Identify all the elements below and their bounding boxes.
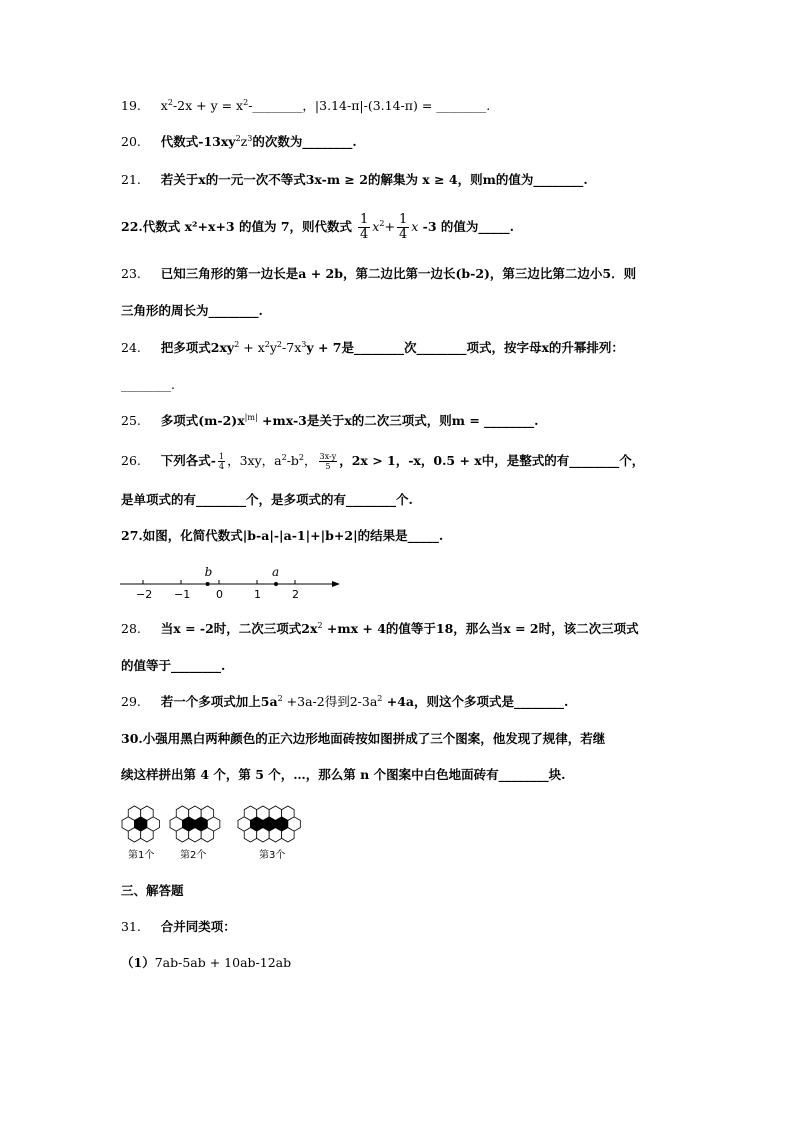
fraction: $\frac{1}{4}$	[360, 212, 369, 242]
hex-pattern-3	[238, 806, 300, 842]
question-19: 19. $x^2-2x + y$ = $x^2-\_\_\_\_\_\_\_\_$，|3.14-π|-(3.14-π) = ________.	[121, 98, 491, 113]
white-hex-tile	[141, 806, 153, 820]
white-hex-tile	[269, 828, 281, 842]
tick-label: 2	[292, 588, 299, 601]
white-hex-tile	[189, 828, 201, 842]
question-24: 24. 把多项式$2xy^2 + x^2y^2-7x^3y + 7$是________次________项式，按字母x的升幂排列：	[121, 340, 624, 355]
fraction: $\frac{3x-y}{5}$	[319, 452, 337, 471]
question-24-line2: ________.	[121, 377, 175, 392]
question-number: 27.	[121, 528, 143, 543]
question-27: 27.如图，化简代数式|b-a|-|a-1|+|b+2|的结果是_____.	[121, 528, 444, 543]
question-number: 28.	[121, 621, 141, 636]
white-hex-tile	[128, 828, 140, 842]
tick-label: 1	[254, 588, 261, 601]
label-a: a	[272, 565, 280, 579]
question-26: 26. 下列各式- $\frac{1}{4}$ ，3xy，$a^2-b^2$， $\frac{3x-y}{5}$ ，2x > 1，-x，0.5 + x中，是整式的有________个，	[121, 452, 645, 471]
question-31: 31. 合并同类项：	[121, 919, 236, 934]
white-hex-tile	[257, 806, 269, 820]
point-b	[206, 582, 210, 586]
tick-label: −1	[174, 588, 191, 601]
question-22: 22.代数式 x²+x+3 的值为 7，则代数式 $\frac{1}{4}$ $x^2+$ $\frac{1}{4}$ x -3 的值为_____.	[121, 212, 514, 242]
white-hex-tile	[201, 828, 213, 842]
question-number: 22.	[121, 219, 143, 234]
point-a	[274, 582, 278, 586]
label-b: b	[204, 565, 213, 579]
question-26-line2: 是单项式的有________个，是多项式的有________个.	[121, 492, 413, 507]
question-31-sub1: （1）7ab-5ab + 10ab-12ab	[121, 955, 292, 970]
pattern-label-1: 第1个	[128, 850, 155, 861]
pattern-label-2: 第2个	[180, 850, 207, 861]
white-hex-tile	[244, 806, 256, 820]
question-number: 25.	[121, 413, 141, 428]
question-30: 30.小强用黑白两种颜色的正六边形地面砖按如图拼成了三个图案，他发现了规律，若继	[121, 731, 606, 746]
question-number: 31.	[121, 919, 141, 934]
white-hex-tile	[128, 806, 140, 820]
question-number: 29.	[121, 694, 141, 709]
white-hex-tile	[257, 828, 269, 842]
question-20: 20. 代数式$-13xy^2z^3$的次数为________.	[121, 134, 357, 149]
white-hex-tile	[244, 828, 256, 842]
question-number: 24.	[121, 340, 141, 355]
tick-label: 0	[216, 588, 223, 601]
question-number: 26.	[121, 453, 141, 468]
hex-pattern-2	[170, 806, 220, 842]
question-23: 23. 已知三角形的第一边长是a + 2b，第二边比第一边长(b-2)，第三边比第二边小5．则	[121, 266, 637, 281]
hex-patterns-figure	[118, 800, 333, 864]
white-hex-tile	[141, 828, 153, 842]
section-heading: 三、解答题	[121, 883, 184, 898]
question-23-line2: 三角形的周长为________.	[121, 303, 263, 318]
question-29: 29. 若一个多项式加上$5a^2 +3a-2$得到$2-3a^2 +4a$，则这个多项式是________.	[121, 694, 569, 709]
question-25: 25. 多项式$(m-2)x^{|m|} +mx-3$是关于x的二次三项式，则m = ________.	[121, 413, 539, 428]
question-28: 28. 当x = -2时，二次三项式$2x^2 +mx + 4$的值等于18，那么当x = 2时，该二次三项式	[121, 621, 639, 636]
question-21: 21. 若关于x的一元一次不等式3x-m ≥ 2的解集为 x ≥ 4，则m的值为________.	[121, 172, 588, 187]
pattern-label-3: 第3个	[259, 850, 286, 861]
question-number: 30.	[121, 731, 143, 746]
question-number: 21.	[121, 172, 141, 187]
white-hex-tile	[176, 806, 188, 820]
fraction: $\frac{1}{4}$	[218, 452, 225, 471]
question-30-line2: 续这样拼出第 4 个，第 5 个，…，那么第 n 个图案中白色地面砖有________块.	[121, 767, 566, 782]
white-hex-tile	[269, 806, 281, 820]
white-hex-tile	[282, 806, 294, 820]
white-hex-tile	[176, 828, 188, 842]
question-number: 20.	[121, 134, 141, 149]
fraction: $\frac{1}{4}$	[398, 212, 408, 242]
question-28-line2: 的值等于________.	[121, 658, 226, 673]
tick-label: −2	[136, 588, 153, 601]
white-hex-tile	[282, 828, 294, 842]
question-number: 19.	[121, 98, 141, 113]
white-hex-tile	[189, 806, 201, 820]
number-line-arrow-icon	[332, 581, 340, 587]
white-hex-tile	[201, 806, 213, 820]
number-line	[118, 562, 348, 604]
question-number: 23.	[121, 266, 141, 281]
hex-pattern-1	[122, 806, 159, 842]
